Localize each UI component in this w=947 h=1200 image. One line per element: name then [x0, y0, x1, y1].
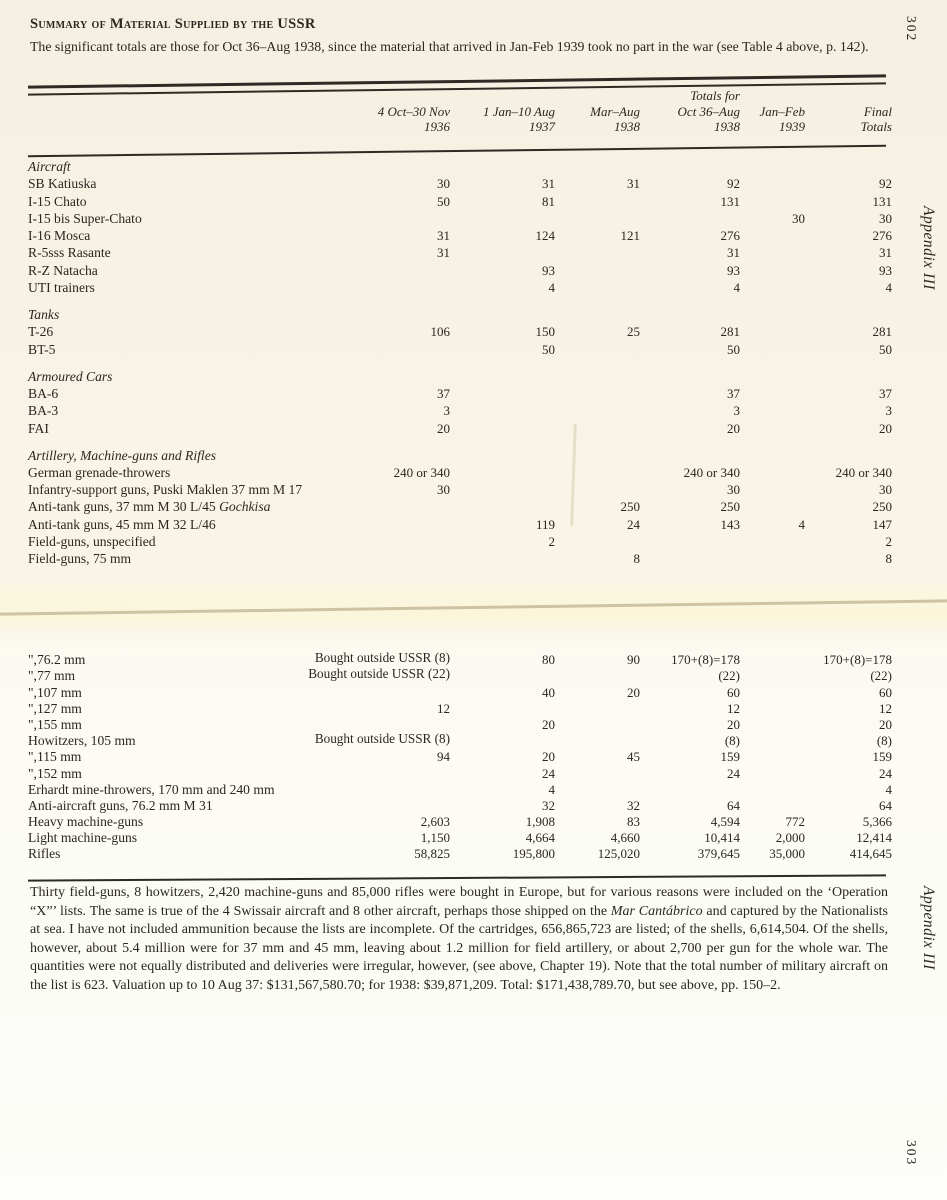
cell-value	[338, 684, 450, 700]
row-label: T-26	[28, 324, 54, 340]
cell-value	[555, 668, 640, 684]
cell-value: 121	[620, 228, 640, 244]
row-label: ",152 mm	[28, 765, 82, 781]
section-title: Tanks	[28, 307, 60, 323]
cell-value: 150	[535, 324, 555, 340]
cell-value: 60	[727, 684, 740, 700]
table-row	[28, 652, 892, 668]
cell-value	[450, 419, 555, 436]
cell-value	[740, 701, 805, 717]
cell-value: 2,603	[420, 814, 450, 830]
cell-value	[640, 210, 740, 227]
cell-value	[338, 782, 450, 798]
cell-value	[338, 765, 450, 781]
row-label: UTI trainers	[28, 280, 95, 296]
cell-value: 3	[733, 403, 740, 419]
cell-value: 20	[542, 716, 555, 732]
cell-value	[740, 652, 805, 668]
row-label: Light machine-guns	[28, 830, 138, 846]
column-header: Jan–Feb 1939	[759, 103, 805, 134]
table-row	[28, 464, 892, 481]
table-row	[28, 684, 892, 700]
table-row	[28, 668, 892, 684]
table-row	[28, 830, 892, 846]
cell-value	[740, 481, 805, 498]
table-row	[28, 192, 892, 209]
cell-value: 31	[727, 245, 740, 261]
cell-value	[450, 210, 555, 227]
cell-value	[555, 481, 640, 498]
cell-value: 31	[437, 245, 450, 261]
cell-value	[740, 385, 805, 402]
cell-value: 64	[727, 797, 740, 813]
table-row	[28, 323, 892, 340]
cell-value: 50	[879, 341, 892, 357]
row-label: SB Katiuska	[28, 176, 97, 192]
row-label: R-5sss Rasante	[28, 245, 111, 261]
cell-value: 31	[627, 176, 640, 192]
row-label: I-15 bis Super-Chato	[28, 210, 142, 226]
cell-value: 37	[437, 385, 450, 401]
cell-value: 250	[872, 499, 892, 515]
cell-value	[740, 192, 805, 209]
cell-value: 31	[879, 245, 892, 261]
cell-value: 4	[885, 280, 892, 296]
table-row	[28, 210, 892, 227]
cell-value: 30	[727, 482, 740, 498]
cell-value: 30	[792, 210, 805, 226]
row-label: Infantry-support guns, Puski Maklen 37 mm M 17	[28, 482, 303, 498]
table-row	[28, 498, 892, 515]
cell-value: 50	[542, 341, 555, 357]
cell-value: 125,020	[597, 846, 640, 862]
cell-value	[450, 402, 555, 419]
row-label: ",76.2 mm	[28, 652, 86, 668]
table-row	[28, 515, 892, 532]
table-row	[28, 261, 892, 278]
cell-value	[450, 244, 555, 261]
cell-value: 1,908	[525, 814, 555, 830]
table-row	[28, 385, 892, 402]
cell-value: 4	[733, 280, 740, 296]
column-header: Final Totals	[860, 103, 892, 134]
table-row	[28, 175, 892, 192]
cell-value: 80	[542, 652, 555, 668]
cell-value	[555, 279, 640, 296]
cell-value: 4	[548, 280, 555, 296]
cell-value: 20	[627, 684, 640, 700]
row-label: R-Z Natacha	[28, 262, 98, 278]
cell-value	[740, 782, 805, 798]
cell-value	[555, 385, 640, 402]
cell-value: 159	[720, 749, 740, 765]
cell-value: 2	[885, 534, 892, 550]
cell-value: 119	[535, 516, 555, 532]
cell-value	[338, 533, 450, 550]
cell-value: (22)	[870, 668, 892, 684]
cell-value: 83	[627, 814, 640, 830]
table-row	[28, 749, 892, 765]
cell-value	[640, 550, 740, 567]
cell-value: 4	[798, 516, 805, 532]
cell-value: 147	[872, 516, 892, 532]
cell-value	[740, 261, 805, 278]
cell-value	[740, 340, 805, 357]
cell-value: (22)	[718, 668, 740, 684]
cell-value	[308, 666, 450, 684]
cell-value	[740, 749, 805, 765]
cell-value: 5,366	[862, 814, 892, 830]
cell-value: 170+(8)=178	[671, 652, 740, 668]
cell-value: 250	[720, 499, 740, 515]
materials-table-continuation	[28, 652, 892, 862]
footnote-paragraph: Thirty field-guns, 8 howitzers, 2,420 machine-guns and 85,000 rifles were bought in Europe, but for various reasons were included on the ‘Operation “X”’ lists. The same is true of the 4 Swissair aircraft and 8 other aircraft, perhaps those shipped on the Mar Cantábrico and captured by the Nationalists at sea. I have not included ammunition because the lists are incomplete. Of the cartridges, 656,865,723 are listed; of the shells, 6,614,504. Of the shells, however, about 5.4 million were for 37 mm and 45 mm, leaving about 1.2 million for field artillery, or about 2,700 per gun for the whole war. The quantities were not equally distributed and deliveries were irregular, however, (see above, Chapter 19). Note that the total number of military aircraft on the list is 623. Valuation up to 10 Aug 37: $131,567,580.70; for 1938: $39,871,209. Total: $171,438,789.70, but see above, pp. 150–2.	[30, 885, 888, 993]
margin-label-appendix-bottom: Appendix III	[920, 886, 937, 970]
cell-value: 81	[542, 193, 555, 209]
cell-value: 4,660	[610, 830, 640, 846]
cell-value	[450, 481, 555, 498]
cell-value: 131	[720, 193, 740, 209]
cell-value	[450, 464, 555, 481]
table-header	[28, 88, 892, 138]
table-row	[28, 419, 892, 436]
cell-value: (8)	[724, 733, 740, 749]
cell-value: 240 or 340	[683, 464, 740, 480]
cell-value	[450, 550, 555, 567]
row-label: BA-3	[28, 403, 59, 419]
cell-value	[740, 279, 805, 296]
table-row	[28, 550, 892, 567]
cell-value	[338, 210, 450, 227]
row-label: Rifles	[28, 846, 61, 862]
cell-value: 240 or 340	[835, 464, 892, 480]
cell-value: 24	[627, 516, 640, 532]
cell-value	[555, 765, 640, 781]
cell-value	[740, 765, 805, 781]
cell-value	[740, 498, 805, 515]
cell-value	[555, 533, 640, 550]
row-label: Anti-tank guns, 45 mm M 32 L/46	[28, 516, 216, 532]
cell-value	[338, 798, 450, 814]
cell-value: 250	[620, 499, 640, 515]
cell-value	[740, 717, 805, 733]
cell-value: 90	[627, 652, 640, 668]
page-number-top: 302	[904, 16, 919, 43]
cell-value: 64	[879, 797, 892, 813]
cell-value: 30	[437, 482, 450, 498]
column-header: 1 Jan–10 Aug 1937	[483, 103, 555, 134]
cell-value: 93	[727, 262, 740, 278]
section-header-row	[28, 148, 892, 175]
cell-value: 106	[430, 324, 450, 340]
section-title: Artillery, Machine-guns and Rifles	[28, 447, 217, 463]
cell-value: 4,664	[525, 830, 555, 846]
cell-value: 240 or 340	[393, 464, 450, 480]
table-row	[28, 279, 892, 296]
cell-value	[740, 175, 805, 192]
table-row	[28, 717, 892, 733]
cell-value: 25	[627, 324, 640, 340]
page-title: Summary of Material Supplied by the USSR	[30, 16, 316, 32]
cell-value	[740, 464, 805, 481]
cell-value: 4,594	[710, 814, 740, 830]
cell-value: 93	[879, 262, 892, 278]
cell-value: 3	[443, 403, 450, 419]
cell-note: Bought outside USSR (8)	[314, 731, 450, 747]
row-label: Anti-tank guns, 37 mm M 30 L/45 Gochkisa	[28, 499, 271, 515]
cell-value: 131	[872, 193, 892, 209]
cell-value	[555, 733, 640, 749]
cell-value: 772	[785, 814, 805, 830]
cell-value	[740, 550, 805, 567]
cell-value: 276	[720, 228, 740, 244]
row-label: ",127 mm	[28, 700, 82, 716]
cell-value	[740, 668, 805, 684]
intro-text: The significant totals are those for Oct 36–Aug 1938, since the material that arrived in Jan-Feb 1939 took no part in the war (see Table 4 above, p. 142).	[30, 39, 869, 54]
section-header-row	[28, 437, 892, 464]
cell-value	[740, 419, 805, 436]
cell-value: 1,150	[420, 830, 450, 846]
cell-value: 35,000	[769, 846, 805, 862]
table-row	[28, 846, 892, 862]
cell-value: 93	[542, 262, 555, 278]
row-label: I-16 Mosca	[28, 228, 91, 244]
cell-value: 31	[437, 228, 450, 244]
cell-value: 8	[633, 551, 640, 567]
cell-value: 30	[437, 176, 450, 192]
cell-value: 20	[542, 749, 555, 765]
cell-value: 58,825	[414, 846, 450, 862]
cell-value: 50	[437, 193, 450, 209]
cell-value: 12,414	[856, 830, 892, 846]
cell-value	[450, 701, 555, 717]
cell-value	[555, 464, 640, 481]
cell-value	[740, 323, 805, 340]
cell-value: 24	[727, 765, 740, 781]
cell-value: 10,414	[704, 830, 740, 846]
cell-value	[338, 261, 450, 278]
cell-value: 281	[872, 324, 892, 340]
cell-value	[555, 701, 640, 717]
cell-value: 20	[727, 420, 740, 436]
row-label: ",155 mm	[28, 716, 82, 732]
cell-value: 60	[879, 684, 892, 700]
cell-value	[450, 385, 555, 402]
section-header-row	[28, 358, 892, 385]
cell-value: 2,000	[775, 830, 805, 846]
row-label: I-15 Chato	[28, 193, 87, 209]
cell-value	[338, 550, 450, 567]
cell-value: 24	[879, 765, 892, 781]
cell-value: 92	[727, 176, 740, 192]
row-label: Erhardt mine-throwers, 170 mm and 240 mm	[28, 781, 275, 797]
table-row	[28, 733, 892, 749]
cell-value	[450, 733, 555, 749]
row-label: Field-guns, 75 mm	[28, 551, 132, 567]
cell-value	[740, 227, 805, 244]
cell-value: 4	[548, 781, 555, 797]
cell-value: 24	[542, 765, 555, 781]
cell-value: 276	[872, 228, 892, 244]
cell-value	[338, 279, 450, 296]
row-label: BT-5	[28, 341, 56, 357]
cell-value: 3	[885, 403, 892, 419]
page-gutter-seam	[0, 584, 947, 658]
cell-value: 30	[879, 482, 892, 498]
cell-value: 37	[727, 385, 740, 401]
table-row	[28, 227, 892, 244]
row-label: ",77 mm	[28, 668, 76, 684]
cell-value: 92	[879, 176, 892, 192]
cell-value: 94	[437, 749, 450, 765]
row-label: Howitzers, 105 mm	[28, 733, 136, 749]
column-header: Mar–Aug 1938	[590, 103, 640, 134]
cell-value: 37	[879, 385, 892, 401]
cell-value: 12	[437, 700, 450, 716]
cell-value	[640, 782, 740, 798]
section-header-row	[28, 296, 892, 323]
row-label: German grenade-throwers	[28, 464, 171, 480]
cell-value: 8	[885, 551, 892, 567]
cell-value: 50	[727, 341, 740, 357]
cell-value	[338, 515, 450, 532]
cell-value: 20	[879, 716, 892, 732]
cell-value: 20	[437, 420, 450, 436]
cell-value: 31	[542, 176, 555, 192]
row-label: Field-guns, unspecified	[28, 534, 156, 550]
cell-value	[740, 402, 805, 419]
table-row	[28, 814, 892, 830]
row-label: ",115 mm	[28, 749, 82, 765]
row-label: BA-6	[28, 385, 59, 401]
cell-value: 2	[548, 534, 555, 550]
cell-value	[555, 402, 640, 419]
cell-value: 32	[542, 797, 555, 813]
cell-value: 45	[627, 749, 640, 765]
table-row	[28, 765, 892, 781]
cell-value	[338, 498, 450, 515]
section-title: Armoured Cars	[28, 368, 113, 384]
cell-value: 40	[542, 684, 555, 700]
cell-value	[555, 192, 640, 209]
cell-value	[338, 340, 450, 357]
cell-value	[555, 210, 640, 227]
cell-value	[740, 733, 805, 749]
table-row	[28, 798, 892, 814]
page-number-bottom: 303	[904, 1140, 919, 1167]
table-row	[28, 533, 892, 550]
cell-value	[450, 498, 555, 515]
cell-value	[555, 340, 640, 357]
cell-value: 170+(8)=178	[823, 652, 892, 668]
materials-table-upper	[28, 148, 892, 567]
table-row	[28, 782, 892, 798]
table-row	[28, 481, 892, 498]
cell-value: 159	[872, 749, 892, 765]
cell-value: 20	[727, 716, 740, 732]
row-label: FAI	[28, 420, 49, 436]
cell-value	[555, 717, 640, 733]
cell-value	[555, 419, 640, 436]
cell-value: 12	[727, 700, 740, 716]
table-row	[28, 244, 892, 261]
cell-value	[555, 244, 640, 261]
cell-value: 195,800	[512, 846, 555, 862]
column-header: 4 Oct–30 Nov 1936	[377, 103, 450, 134]
cell-value	[740, 244, 805, 261]
cell-value	[450, 668, 555, 684]
cell-value: 20	[879, 420, 892, 436]
cell-value: 124	[535, 228, 555, 244]
seam-shadow-line	[0, 599, 947, 615]
table-row	[28, 701, 892, 717]
cell-value: 414,645	[849, 846, 892, 862]
cell-note: Bought outside USSR (22)	[308, 666, 450, 682]
column-header: Totals for Oct 36–Aug 1938	[677, 88, 740, 134]
margin-label-appendix-top: Appendix III	[920, 206, 937, 290]
row-label: Heavy machine-guns	[28, 814, 144, 830]
cell-value	[555, 261, 640, 278]
section-title: Aircraft	[28, 159, 71, 174]
cell-value	[740, 684, 805, 700]
cell-value	[740, 533, 805, 550]
cell-value: 143	[720, 516, 740, 532]
table-row	[28, 402, 892, 419]
table-row	[28, 340, 892, 357]
cell-note: Bought outside USSR (8)	[314, 650, 450, 666]
cell-value: 12	[879, 700, 892, 716]
cell-value	[555, 782, 640, 798]
cell-value: 4	[885, 781, 892, 797]
cell-value	[640, 533, 740, 550]
cell-value	[314, 731, 450, 749]
cell-value: (8)	[876, 733, 892, 749]
cell-value: 30	[879, 210, 892, 226]
cell-value: 379,645	[697, 846, 740, 862]
cell-value	[740, 798, 805, 814]
row-label: ",107 mm	[28, 684, 82, 700]
cell-value: 281	[720, 324, 740, 340]
row-label: Anti-aircraft guns, 76.2 mm M 31	[28, 797, 213, 813]
cell-value: 32	[627, 797, 640, 813]
